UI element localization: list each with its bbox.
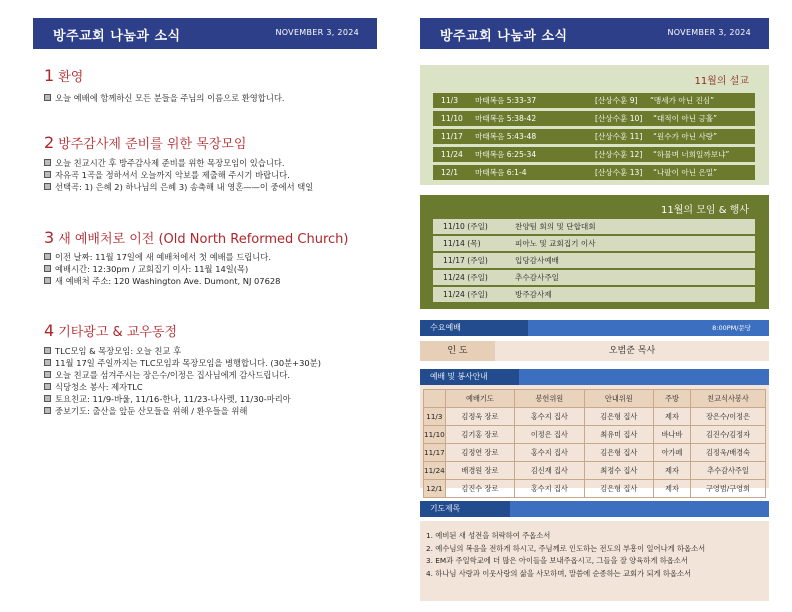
events-box xyxy=(420,195,769,309)
sermon-row xyxy=(433,147,755,162)
section-1-title xyxy=(44,66,83,85)
table-cell: 김은형 집사 xyxy=(584,408,653,426)
section-1-list xyxy=(44,92,285,104)
table-cell: 11/24 xyxy=(424,462,446,480)
sermon-text: 마태복음 5:43-48 xyxy=(475,132,537,141)
event-date: 11/24 (주일) xyxy=(443,273,488,282)
list-item: 이전 날짜: 11월 17일에 새 예배처에서 첫 예배를 드립니다. xyxy=(44,251,280,263)
table-cell: 김기홍 장로 xyxy=(445,426,514,444)
wednesday-worship-label: 수요예배 xyxy=(420,320,528,336)
sermon-subject: “맹세가 아닌 진심” xyxy=(650,96,715,105)
left-header-date: NOVEMBER 3, 2024 xyxy=(275,28,359,37)
sermon-text: 마태복음 5:33-37 xyxy=(475,96,537,105)
sermon-box xyxy=(420,65,769,185)
prayer-box xyxy=(420,521,769,601)
list-item: 오늘 친교시간 후 방주감사제 준비를 위한 목장모임이 있습니다. xyxy=(44,157,313,169)
table-cell: 11/17 xyxy=(424,444,446,462)
section-3-number: 3 xyxy=(44,228,55,247)
event-date: 11/17 (주일) xyxy=(443,256,488,265)
right-header-title: 방주교회 나눔과 소식 xyxy=(440,29,568,44)
event-name: 피아노 및 교회집기 이사 xyxy=(515,239,596,248)
table-cell: 이정은 집사 xyxy=(515,426,584,444)
event-row xyxy=(433,236,755,251)
table-cell: 아가페 xyxy=(654,444,691,462)
section-4-heading: 기타광고 & 교우동정 xyxy=(58,325,178,340)
table-cell: 장은수/이정은 xyxy=(691,408,766,426)
event-name: 추수감사주일 xyxy=(515,273,560,282)
table-header-row xyxy=(424,390,766,408)
wednesday-worship-row xyxy=(420,341,769,361)
table-cell: 제자 xyxy=(654,480,691,498)
prayer-label: 기도제목 xyxy=(420,501,510,517)
event-date: 11/14 (목) xyxy=(443,239,481,248)
table-cell: 김은형 집사 xyxy=(584,444,653,462)
table-cell: 제자 xyxy=(654,462,691,480)
table-cell: 김정연 장로 xyxy=(445,444,514,462)
section-2-heading: 방주감사제 준비를 위한 목장모임 xyxy=(58,137,247,152)
sermon-subject: “나팔이 아닌 은밀” xyxy=(653,168,718,177)
table-cell: 김진수 장로 xyxy=(445,480,514,498)
table-cell: 김정욱/배경숙 xyxy=(691,444,766,462)
table-row xyxy=(424,444,766,462)
section-3-title xyxy=(44,228,349,247)
event-row xyxy=(433,270,755,285)
table-cell: 바나바 xyxy=(654,426,691,444)
table-cell: 제자 xyxy=(654,408,691,426)
list-item: 중보기도: 출산을 앞둔 산모들을 위해 / 환우들을 위해 xyxy=(44,405,321,417)
table-cell: 김은형 집사 xyxy=(584,480,653,498)
events-title: 11월의 모임 & 행사 xyxy=(660,205,749,216)
table-cell: 11/10 xyxy=(424,426,446,444)
left-header xyxy=(33,18,377,49)
table-row xyxy=(424,426,766,444)
list-item: 오늘 친교를 섬겨주시는 장은수/이정은 집사님에게 감사드립니다. xyxy=(44,369,321,381)
sermon-subject: “대적이 아닌 긍휼” xyxy=(653,114,718,123)
service-label: 예배 및 봉사안내 xyxy=(420,369,519,385)
table-header: 봉헌위원 xyxy=(515,390,584,408)
left-header-title: 방주교회 나눔과 소식 xyxy=(53,29,181,44)
list-item: 새 예배처 주소: 120 Washington Ave. Dumont, NJ 07628 xyxy=(44,275,280,287)
prayer-item: 1. 예비된 새 성전을 허락하여 주옵소서 xyxy=(426,531,551,540)
sermon-date: 11/10 xyxy=(441,114,463,123)
list-item: 선택곡: 1) 은혜 2) 하나님의 은혜 3) 송축해 내 영혼——이 중에서 택일 xyxy=(44,181,313,193)
list-item: 토요친교: 11/9-바울, 11/16-한나, 11/23-나사렛, 11/30-마리아 xyxy=(44,393,321,405)
section-3-list xyxy=(44,251,280,287)
prayer-item: 4. 하나님 사랑과 이웃사랑의 삶을 사모하며, 말씀에 순종하는 교회가 되게 하옵소서 xyxy=(426,568,692,578)
right-header xyxy=(420,18,769,49)
prayer-bar xyxy=(420,501,769,517)
section-4-number: 4 xyxy=(44,321,55,340)
service-box xyxy=(420,369,769,493)
list-item: 자유곡 1곡을 정하셔서 오늘까지 악보를 제출해 주시기 바랍니다. xyxy=(44,169,313,181)
sermon-date: 12/1 xyxy=(441,168,459,177)
table-row xyxy=(424,408,766,426)
table-cell: 김신재 집사 xyxy=(515,462,584,480)
sermon-series: [산상수훈 12] xyxy=(595,150,643,159)
section-4-list xyxy=(44,345,321,417)
worship-role: 인 도 xyxy=(420,341,495,361)
table-cell: 12/1 xyxy=(424,480,446,498)
event-name: 입당감사예배 xyxy=(515,256,560,265)
list-item: TLC모임 & 목장모임: 오늘 친교 후 xyxy=(44,345,321,357)
section-3-heading: 새 예배처로 이전 (Old North Reformed Church) xyxy=(58,232,349,247)
table-cell: 구영범/구영희 xyxy=(691,480,766,498)
prayer-item: 2. 예수님의 복음을 전하게 하시고, 주님께로 인도하는 전도의 부흥이 일어나게 하옵소서 xyxy=(426,543,706,553)
sermon-series: [산상수훈 13] xyxy=(595,168,643,177)
table-row xyxy=(424,462,766,480)
table-header: 친교식사봉사 xyxy=(691,390,766,408)
service-bar xyxy=(519,369,769,385)
sermon-text: 마태복음 6:25-34 xyxy=(475,150,537,159)
sermon-row xyxy=(433,111,755,126)
sermon-series: [산상수훈 9] xyxy=(595,96,638,105)
list-item: 오늘 예배에 함께하신 모든 분들을 주님의 이름으로 환영합니다. xyxy=(44,92,285,104)
sermon-subject: “원수가 아닌 사랑” xyxy=(653,132,718,141)
event-name: 찬양팀 회의 및 단합대회 xyxy=(515,222,596,231)
sermon-series: [산상수훈 10] xyxy=(595,114,643,123)
event-row xyxy=(433,253,755,268)
section-1-number: 1 xyxy=(44,66,55,85)
event-date: 11/10 (주일) xyxy=(443,222,488,231)
table-cell: 김진수/김정자 xyxy=(691,426,766,444)
section-2-list xyxy=(44,157,313,193)
event-row xyxy=(433,219,755,234)
worship-leader: 오범준 목사 xyxy=(608,346,656,356)
table-row xyxy=(424,480,766,498)
prayer-list xyxy=(426,530,705,580)
sermon-row xyxy=(433,165,755,180)
section-2-number: 2 xyxy=(44,133,55,152)
prayer-item: 3. EM과 주일학교에 더 많은 아이들을 보내주옵시고, 그들을 잘 양육하게 하옵소서 xyxy=(426,556,688,565)
table-cell: 최유미 집사 xyxy=(584,426,653,444)
sermon-text: 마태복음 5:38-42 xyxy=(475,114,537,123)
sermon-subject: “하물며 너희일까보냐” xyxy=(653,150,730,159)
event-row xyxy=(433,287,755,302)
right-header-date: NOVEMBER 3, 2024 xyxy=(667,28,751,37)
wednesday-worship-time: 8:00PM/문당 xyxy=(712,324,751,332)
table-header: 안내위원 xyxy=(584,390,653,408)
table-cell: 최정수 집사 xyxy=(584,462,653,480)
table-cell: 홍수지 집사 xyxy=(515,480,584,498)
section-4-title xyxy=(44,321,177,340)
table-header xyxy=(424,390,446,408)
section-2-title xyxy=(44,133,246,152)
table-header: 예배기도 xyxy=(445,390,514,408)
event-name: 방주감사제 xyxy=(515,290,552,299)
table-header: 주방 xyxy=(654,390,691,408)
table-cell: 홍수지 집사 xyxy=(515,444,584,462)
service-table xyxy=(423,389,766,498)
sermon-series: [산상수훈 11] xyxy=(595,132,643,141)
table-cell: 홍수지 집사 xyxy=(515,408,584,426)
sermon-row xyxy=(433,129,755,144)
sermon-date: 11/3 xyxy=(441,96,459,105)
sermon-date: 11/24 xyxy=(441,150,463,159)
event-date: 11/24 (주일) xyxy=(443,290,488,299)
table-cell: 추수감사주일 xyxy=(691,462,766,480)
section-1-heading: 환영 xyxy=(58,70,84,85)
list-item: 예배시간: 12:30pm / 교회집기 이사: 11월 14일(목) xyxy=(44,263,280,275)
list-item: 식당청소 봉사: 제자TLC xyxy=(44,381,321,393)
sermon-row xyxy=(433,93,755,108)
table-cell: 11/3 xyxy=(424,408,446,426)
table-cell: 김정욱 장로 xyxy=(445,408,514,426)
sermon-title: 11월의 설교 xyxy=(694,76,749,87)
table-cell: 배경원 장로 xyxy=(445,462,514,480)
wednesday-worship-bar xyxy=(420,320,769,336)
list-item: 11월 17일 주일까지는 TLC모임과 목장모임을 병행합니다. (30분+30분) xyxy=(44,357,321,369)
sermon-text: 마태복음 6:1-4 xyxy=(475,168,527,177)
sermon-date: 11/17 xyxy=(441,132,463,141)
